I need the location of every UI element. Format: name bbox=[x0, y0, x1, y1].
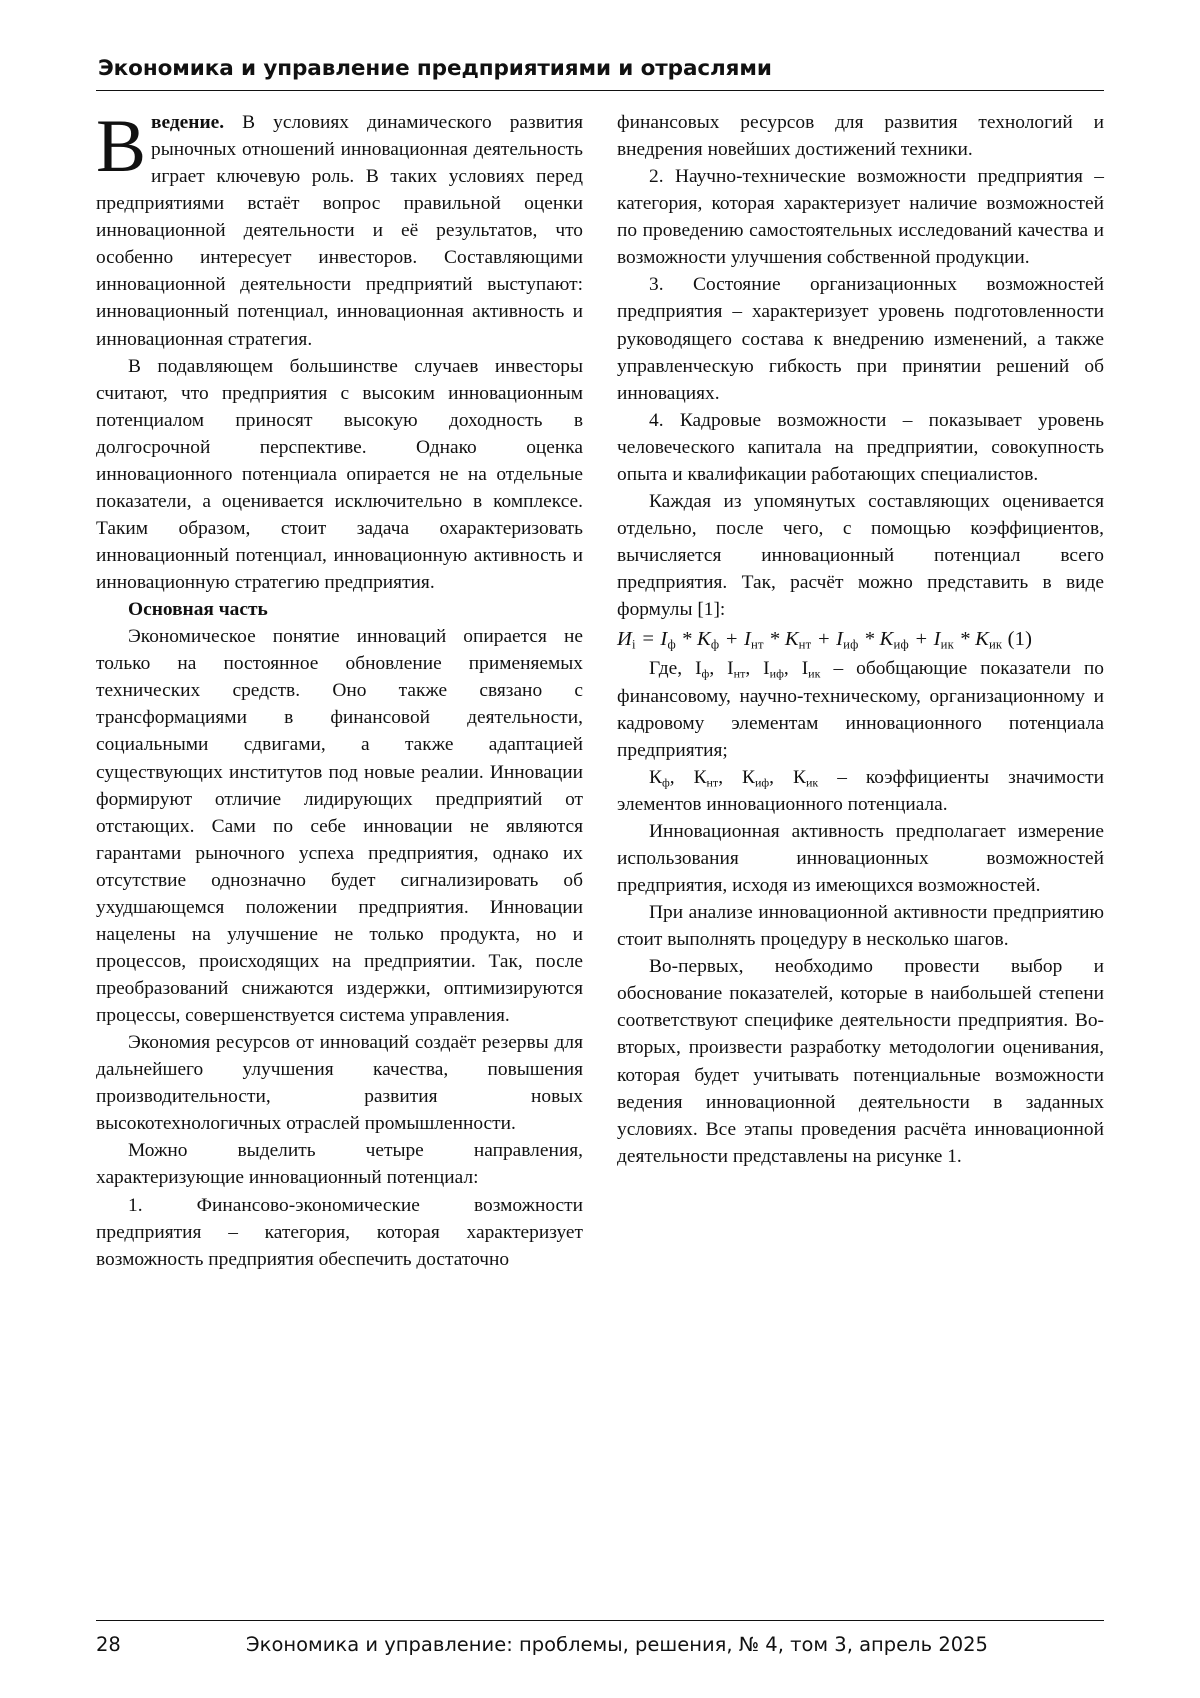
two-column-body bbox=[96, 105, 1104, 1273]
header-divider bbox=[96, 90, 1104, 91]
intro-paragraph bbox=[96, 105, 583, 353]
paragraph-innovation-concept: Экономическое понятие инноваций опирается не только на постоянное обновление применяемых технических средств. Оно также связано с трансформациями в финансовой деятельности, социальными сдвигами, а также адаптацией существующих институтов под новые реалии. Инновации формируют отличие лидирующих предприятий от отстающих. Сами по себе инновации не являются гарантами рыночного успеха предприятия, однако их отсутствие однозначно будет сигнализировать об ухудшающемся положении предприятия. Инновации нацелены на улучшение не только продукта, но и процессов, происходящих на предприятии. Так, после преобразований снижаются издержки, оптимизируются процессы, совершенствуется система управления. bbox=[96, 626, 583, 1027]
drop-cap-letter: В bbox=[96, 105, 147, 188]
subheading-main-part: Основная часть bbox=[128, 599, 268, 621]
page-number: 28 bbox=[96, 1633, 121, 1656]
formula-innovation-potential: $И_i = I_ф * К_ф + I_{нт} * К_{нт} + I_{иф} * К_{иф} + I_{ик} * К_{ик}$ (1) bbox=[617, 628, 1033, 652]
paragraph-continuation: финансовых ресурсов для развития технологий и внедрения новейших достижений техники. bbox=[617, 112, 1104, 161]
page-footer bbox=[96, 1620, 1104, 1656]
paragraph-innovation-activity: Инновационная активность предполагает измерение использования инновационных возможностей предприятия, исходя из имеющихся возможностей. bbox=[617, 820, 1104, 897]
right-column bbox=[617, 109, 1104, 1170]
paragraph-item-4: 4. Кадровые возможности – показывает уровень человеческого капитала на предприятии, совокупность опыта и квалификации работающих специалистов. bbox=[617, 409, 1104, 485]
paragraph-formula-legend-i: Где, $I_ф$, $I_{нт}$, $I_{иф}$, $I_{ик}$ – обобщающие показатели по финансовому, научно-техническому, организационному и кадровому элементам инновационного потенциала предприятия; bbox=[617, 658, 1104, 761]
footer-row bbox=[96, 1633, 1104, 1656]
page-header: Экономика и управление предприятиями и отраслями bbox=[98, 56, 772, 81]
paragraph-item-2: 2. Научно-технические возможности предприятия – категория, которая характеризует наличие возможностей по проведению самостоятельных исследований качества и возможности улучшения собственной продукции. bbox=[617, 166, 1104, 269]
paragraph-investors: В подавляющем большинстве случаев инвесторы считают, что предприятия с высоким инновационным потенциалом приносят высокую доходность в долгосрочной перспективе. Однако оценка инновационного потенциала опирается не на отдельные показатели, а оценивается исключительно в комплексе. Таким образом, стоит задача охарактеризовать инновационный потенциал, инновационную активность и инновационную стратегию предприятия. bbox=[96, 355, 583, 594]
paragraph-activity-steps: При анализе инновационной активности предприятию стоит выполнять процедуру в несколько шагов. bbox=[617, 902, 1104, 951]
formula-number: (1) bbox=[1007, 628, 1033, 651]
paragraph-four-directions: Можно выделить четыре направления, характеризующие инновационный потенциал: bbox=[96, 1140, 583, 1189]
paragraph-formula-legend-k: $К_ф$, $К_{нт}$, $К_{иф}$, $К_{ик}$ – коэффициенты значимости элементов инновационного потенциала. bbox=[617, 766, 1104, 815]
intro-paragraph-text: ведение. В условиях динамического развития рыночных отношений инновационная деятельность играет ключевую роль. В таких условиях перед предприятиями встаёт вопрос правильной оценки инновационной деятельности и её результатов, что особенно интересует инвесторов. Составляющими инновационной деятельности предприятий выступают: инновационный потенциал, инновационная активность и инновационная стратегия. bbox=[96, 112, 583, 350]
footer-divider bbox=[96, 1620, 1104, 1621]
paragraph-item-3: 3. Состояние организационных возможностей предприятия – характеризует уровень подготовленности руководящего состава к внедрению изменений, а также управленческую гибкость при принятии решений об инновациях. bbox=[617, 274, 1104, 404]
paragraph-resource-saving: Экономия ресурсов от инноваций создаёт резервы для дальнейшего улучшения качества, повышения производительности, развития новых высокотехнологичных отраслей промышленности. bbox=[96, 1032, 583, 1135]
paragraph-item-1: 1. Финансово-экономические возможности предприятия – категория, которая характеризует возможность предприятия обеспечить достаточно bbox=[96, 1194, 583, 1270]
journal-title-line: Экономика и управление: проблемы, решения, № 4, том 3, апрель 2025 bbox=[246, 1633, 988, 1656]
paragraph-steps-detail: Во-первых, необходимо провести выбор и обоснование показателей, которые в наибольшей степени соответствуют специфике деятельности предприятия. Во-вторых, произвести разработку методологии оценивания, которая будет учитывать потенциальные возможности ведения инновационной деятельности в заданных условиях. Все этапы проведения расчёта инновационной деятельности представлены на рисунке 1. bbox=[617, 956, 1104, 1167]
paragraph-formula-intro: Каждая из упомянутых составляющих оценивается отдельно, после чего, с помощью коэффициентов, вычисляется инновационный потенциал всего предприятия. Так, расчёт можно представить в виде формулы [1]: bbox=[617, 490, 1104, 621]
left-column bbox=[96, 105, 583, 1273]
